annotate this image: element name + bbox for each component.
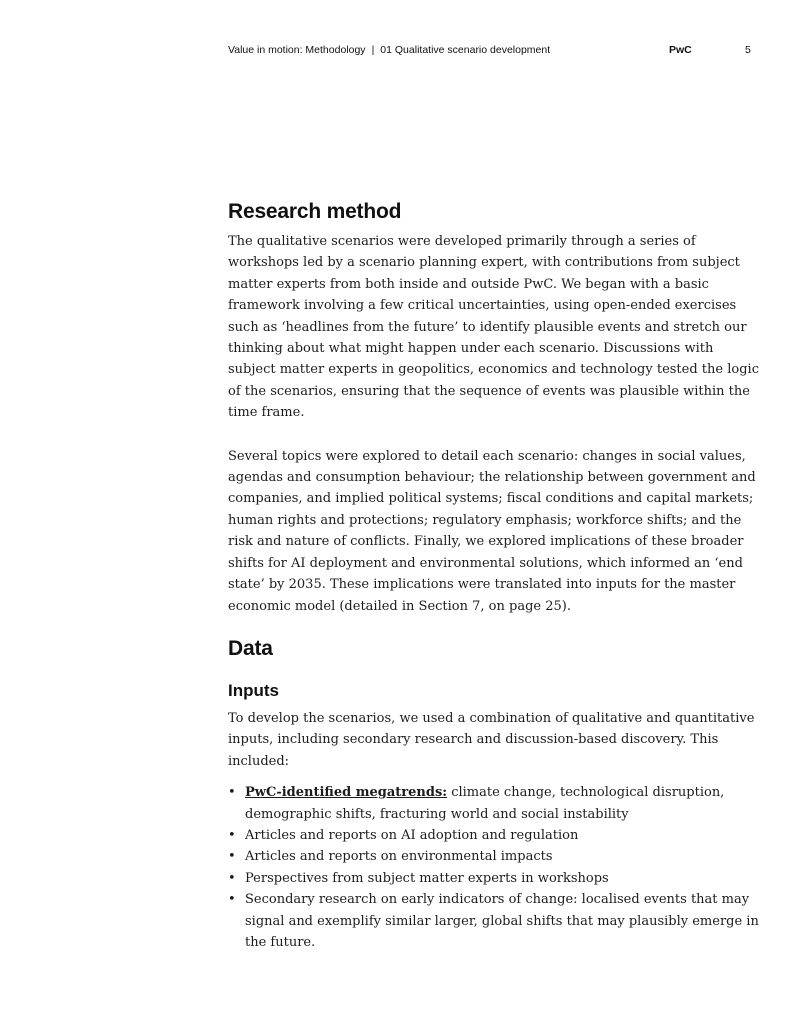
bullet-marker: • bbox=[228, 870, 236, 886]
document-title: Value in motion: Methodology bbox=[228, 44, 366, 56]
section-title: 01 Qualitative scenario development bbox=[380, 44, 551, 56]
list-item-text: Articles and reports on environmental impacts bbox=[245, 849, 553, 865]
list-item bbox=[228, 782, 763, 825]
inputs-heading: Inputs bbox=[228, 680, 279, 700]
bullet-marker: • bbox=[228, 892, 236, 908]
list-item-text: Secondary research on early indicators of change: localised events that may signal and exemplify similar larger, global shifts that may plausibly emerge in the future. bbox=[245, 892, 759, 950]
bullet-marker: • bbox=[228, 827, 236, 843]
list-item-text: Articles and reports on AI adoption and regulation bbox=[245, 827, 579, 843]
list-item bbox=[228, 889, 763, 953]
list-item bbox=[228, 868, 763, 889]
brand-name: PwC bbox=[669, 44, 692, 56]
list-item-text: climate change, technological disruption, demographic shifts, fracturing world and social instability bbox=[245, 785, 725, 822]
bullet-marker: • bbox=[228, 785, 236, 801]
breadcrumb bbox=[228, 44, 550, 56]
megatrends-term: PwC-identified megatrends: bbox=[245, 785, 448, 801]
breadcrumb-separator: | bbox=[371, 44, 375, 56]
research-method-paragraph-1: The qualitative scenarios were developed primarily through a series of workshops led by a scenario planning expert, with contributions from subject matter experts from both inside and outside PwC. We began with a basic framework involving a few critical uncertainties, using open-ended exercises such as ‘headlines from the future’ to identify plausible events and stretch our thinking about what might happen under each scenario. Discussions with subject matter experts in geopolitics, economics and technology tested the logic of the scenarios, ensuring that the sequence of events was plausible within the time frame. bbox=[228, 234, 759, 421]
list-item bbox=[228, 825, 763, 846]
research-method-paragraph-2: Several topics were explored to detail each scenario: changes in social values, agendas and consumption behaviour; the relationship between government and companies, and implied political systems; fiscal conditions and capital markets; human rights and protections; regulatory emphasis; workforce shifts; and the risk and nature of conflicts. Finally, we explored implications of these broader shifts for AI deployment and environmental solutions, which informed an ‘end state’ by 2035. These implications were translated into inputs for the master economic model (detailed in Section 7, on page 25). bbox=[228, 448, 756, 614]
research-method-heading: Research method bbox=[228, 200, 402, 223]
list-item bbox=[228, 846, 763, 867]
list-item-text: Perspectives from subject matter experts in workshops bbox=[245, 870, 609, 886]
inputs-list bbox=[228, 782, 763, 953]
data-heading: Data bbox=[228, 636, 273, 660]
inputs-intro: To develop the scenarios, we used a combination of qualitative and quantitative inputs, including secondary research and discussion-based discovery. This included: bbox=[228, 710, 755, 769]
bullet-marker: • bbox=[228, 849, 236, 865]
main-content bbox=[228, 200, 763, 953]
page-number: 5 bbox=[745, 44, 751, 56]
page-header bbox=[0, 42, 800, 60]
